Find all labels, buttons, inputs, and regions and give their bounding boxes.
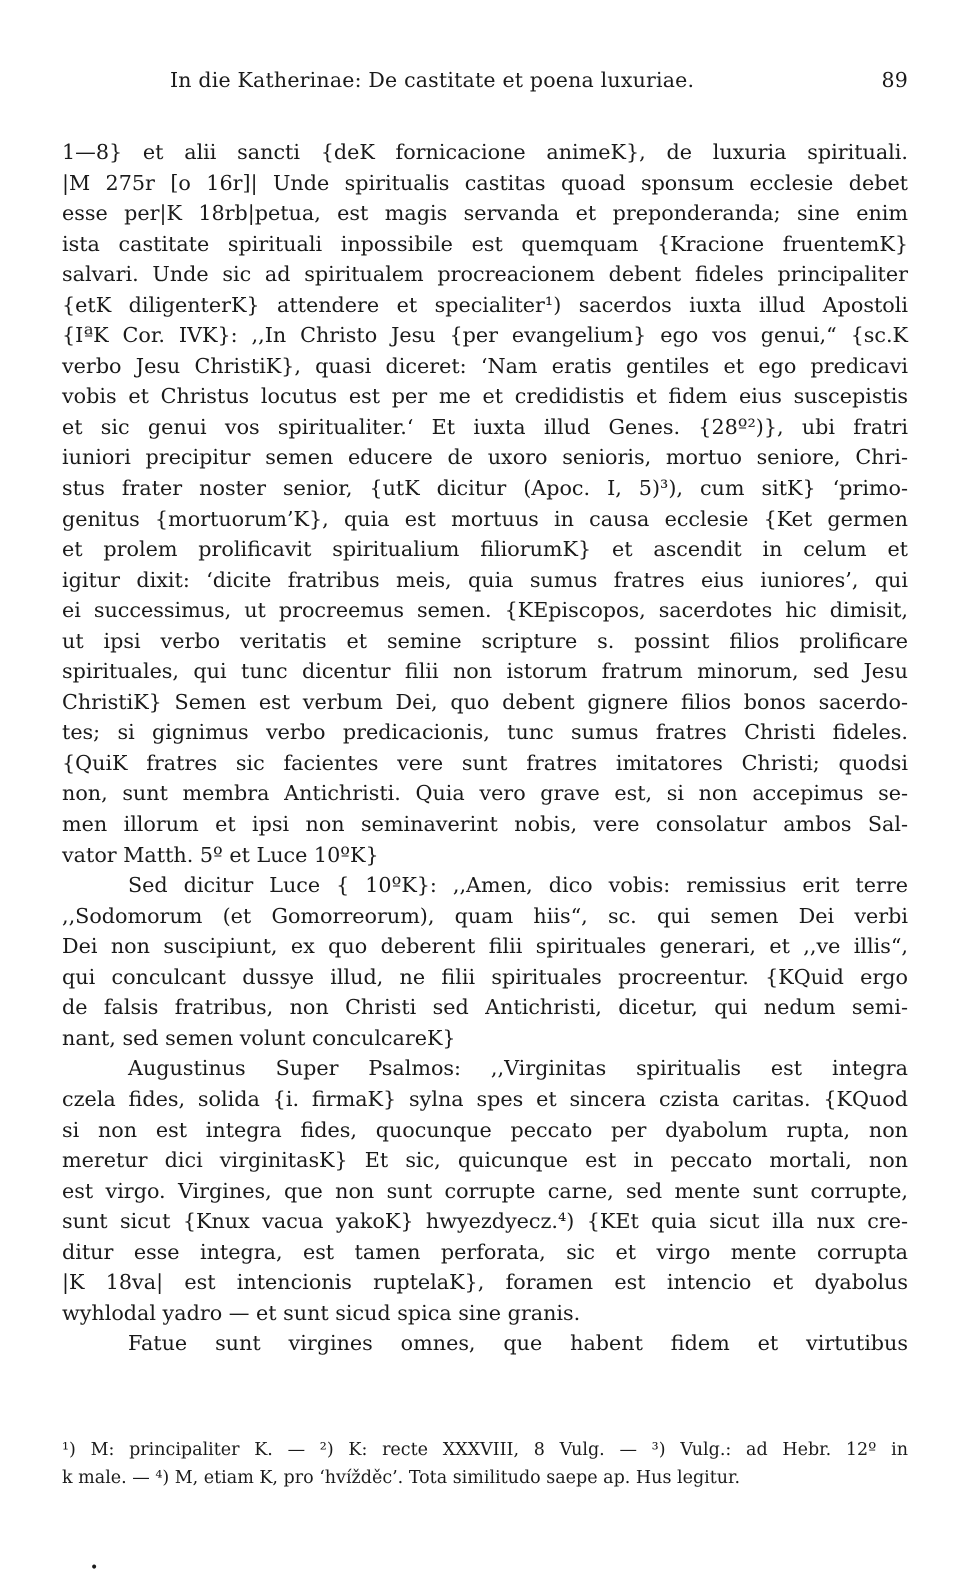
text-line: {etK diligenterK} attendere et specialiter¹) sacerdos iuxta illud Apostoli: [62, 292, 908, 317]
text-line: de falsis fratribus, non Christi sed Antichristi, dicetur, qui nedum semi-: [62, 995, 908, 1020]
text-line: vobis et Christus locutus est per me et credidistis et fidem eius suscepistis: [62, 384, 908, 409]
text-line: vator Matth. 5º et Luce 10ºK}: [62, 842, 379, 867]
text-line: iuniori precipitur semen educere de uxoro senioris, mortuo seniore, Chri-: [62, 445, 908, 470]
text-line: Dei non suscipiunt, ex quo deberent filii spirituales generari, et ,,ve illis“,: [62, 934, 908, 959]
text-line: ut ipsi verbo veritatis et semine scripture s. possint filios prolificare: [62, 628, 908, 653]
text-line: et prolem prolificavit spiritualium filiorumK} et ascendit in celum et: [62, 537, 908, 562]
text-line: ChristiK} Semen est verbum Dei, quo debent gignere filios bonos sacerdo-: [62, 689, 908, 714]
text-line: {QuiK fratres sic facientes vere sunt fratres imitatores Christi; quodsi: [62, 750, 908, 775]
text-line: sunt sicut {Knux vacua yakoK} hwyezdyecz.⁴) {KEt quia sicut illa nux cre-: [62, 1209, 908, 1234]
text-line: esse per|K 18rb|petua, est magis servanda et preponderanda; sine enim: [62, 201, 908, 226]
text-line: meretur dici virginitasK} Et sic, quicunque est in peccato mortali, non: [62, 1148, 908, 1173]
text-line: ista castitate spirituali inpossibile est quemquam {Kracione fruentemK}: [62, 231, 908, 256]
text-line: |M 275r [o 16r]| Unde spiritualis castitas quoad sponsum ecclesie debet: [62, 170, 908, 195]
text-line: genitus {mortuorum’K}, quia est mortuus in causa ecclesie {Ket germen: [62, 506, 908, 531]
text-line: Fatue sunt virgines omnes, que habent fidem et virtutibus: [128, 1331, 908, 1356]
text-line: nant, sed semen volunt conculcareK}: [62, 1025, 456, 1050]
text-line: non, sunt membra Antichristi. Quia vero grave est, si non accepimus se-: [62, 781, 908, 806]
main-text: [62, 137, 908, 1359]
footnotes: [62, 1436, 908, 1492]
text-line: igitur dixit: ‘dicite fratribus meis, quia sumus fratres eius iuniores’, qui: [62, 567, 908, 592]
text-line: verbo Jesu ChristiK}, quasi diceret: ‘Nam eratis gentiles et ego predicavi: [62, 353, 908, 378]
page-number: 89: [881, 68, 908, 92]
text-line: spirituales, qui tunc dicentur filii non istorum fratrum minorum, sed Jesu: [62, 659, 908, 684]
text-line: stus frater noster senior, {utK dicitur (Apoc. I, 5)³), cum sitK} ‘primo-: [62, 476, 908, 501]
text-line: salvari. Unde sic ad spiritualem procreacionem debent fideles principaliter: [62, 262, 908, 287]
text-line: 1—8} et alii sancti {deK fornicacione animeK}, de luxuria spirituali.: [62, 140, 908, 164]
stray-mark: •: [90, 1560, 99, 1576]
text-line: Augustinus Super Psalmos: ,,Virginitas spiritualis est integra: [128, 1056, 908, 1081]
running-title: In die Katherinae: De castitate et poena luxuriae.: [170, 68, 695, 92]
text-line: |K 18va| est intencionis ruptelaK}, foramen est intencio et dyabolus: [62, 1270, 908, 1295]
text-line: si non est integra fides, quocunque peccato per dyabolum rupta, non: [62, 1117, 908, 1142]
text-line: tes; si gignimus verbo predicacionis, tunc sumus fratres Christi fideles.: [62, 720, 908, 745]
text-line: {IªK Cor. IVK}: ,,In Christo Jesu {per evangelium} ego vos genui,“ {sc.K: [62, 323, 908, 348]
text-line: qui conculcant dussye illud, ne filii spirituales procreentur. {KQuid ergo: [62, 964, 908, 989]
text-line: wyhlodal yadro — et sunt sicud spica sine granis.: [62, 1300, 581, 1325]
text-line: ditur esse integra, est tamen perforata, sic et virgo mente corrupta: [62, 1239, 908, 1264]
text-line: Sed dicitur Luce { 10ºK}: ,,Amen, dico vobis: remissius erit terre: [128, 873, 908, 898]
text-line: ei successimus, ut procreemus semen. {KEpiscopos, sacerdotes hic dimisit,: [62, 598, 908, 623]
text-line: et sic genui vos spiritualiter.‘ Et iuxta illud Genes. {28º²)}, ubi fratri: [62, 414, 908, 439]
footnote-line: k male. — ⁴) M, etiam K, pro ‘hvížděc’. Tota similitudo saepe ap. Hus legitur.: [62, 1468, 741, 1488]
text-line: est virgo. Virgines, que non sunt corrupte carne, sed mente sunt corrupte,: [62, 1178, 908, 1203]
footnote-line: ¹) M: principaliter K. — ²) K: recte XXXVIII, 8 Vulg. — ³) Vulg.: ad Hebr. 12º in: [62, 1440, 908, 1460]
text-line: ,,Sodomorum (et Gomorreorum), quam hiis“, sc. qui semen Dei verbi: [62, 903, 908, 928]
text-line: men illorum et ipsi non seminaverint nobis, vere consolatur ambos Sal-: [62, 812, 908, 837]
text-line: czela fides, solida {i. firmaK} sylna spes et sincera czista caritas. {KQuod: [62, 1086, 908, 1111]
